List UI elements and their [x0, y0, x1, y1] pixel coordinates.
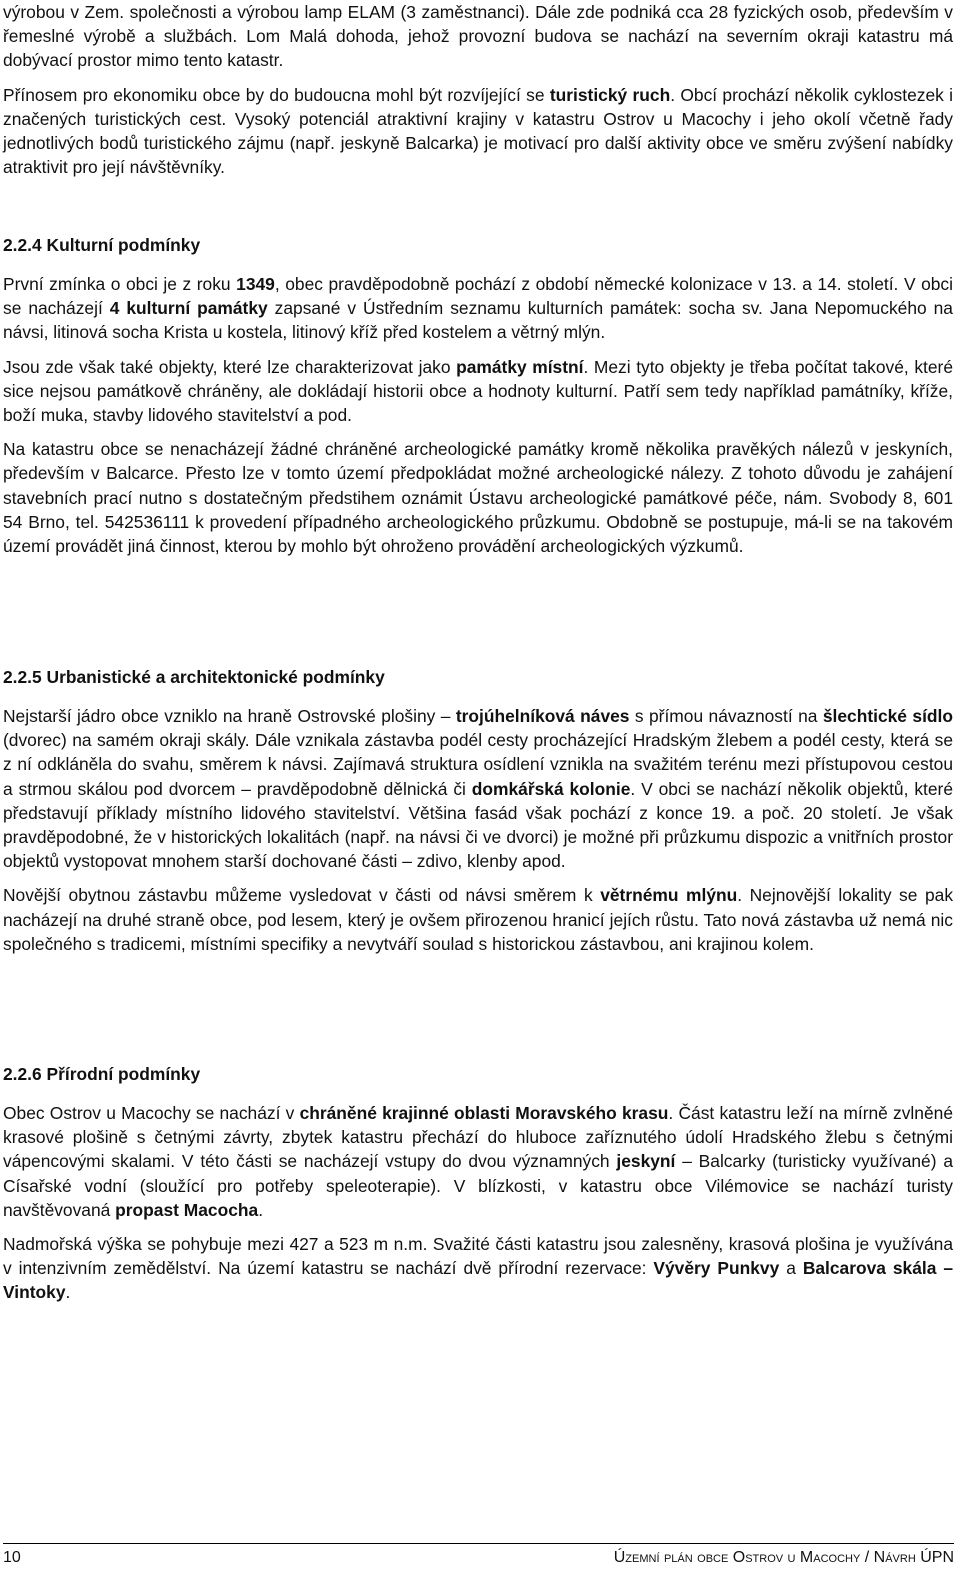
paragraph-economy: výrobou v Zem. společnosti a výrobou lamp ELAM (3 zaměstnanci). Dále zde podniká cca 28 fyzických osob, především v řemeslné výrobě a službách. Lom Malá dohoda, jehož provozní budova se nachází na severním okraji katastru má dobývací prostor mimo tento katastr.	[3, 2, 953, 71]
page-number: 10	[3, 1549, 21, 1566]
section-heading: 2.2.5 Urbanistické a architektonické podmínky	[3, 667, 385, 687]
section-2-2-4	[3, 233, 953, 558]
paragraph-history: První zmínka o obci je z roku 1349, obec pravděpodobně pochází z období německé kolonizace v 13. a 14. století. V obci se nacházejí 4 kulturní památky zapsané v Ústředním seznamu kulturních památek: socha sv. Jana Nepomuckého na návsi, litinová socha Krista u kostela, litinový kříž před kostelem a větrný mlýn.	[3, 274, 953, 343]
section-heading: 2.2.4 Kulturní podmínky	[3, 235, 201, 255]
section-2-2-5	[3, 665, 953, 956]
paragraph-new-development: Novější obytnou zástavbu můžeme vysledovat v části od návsi směrem k větrnému mlýnu. Nejnovější lokality se pak nacházejí na druhé straně obce, pod lesem, který je ovšem přirozenou hranicí jejích růstu. Tato nová zástavba už nemá nic společného s tradicemi, místními specifiky a nevytváří soulad s historickou zástavbou, ani krajinou kolem.	[3, 885, 954, 954]
section-2-2-6	[3, 1062, 953, 1305]
intro-section	[3, 0, 953, 179]
paragraph-local-monuments: Jsou zde však také objekty, které lze charakterizovat jako památky místní. Mezi tyto objekty je třeba počítat takové, které sice nejsou památkově chráněny, ale dokládají historii obce a hodnoty kulturní. Patří sem tedy například památníky, kříže, boží muka, stavby lidového stavitelství a pod.	[3, 356, 953, 426]
footer-divider	[3, 1543, 954, 1544]
section-heading: 2.2.6 Přírodní podmínky	[3, 1064, 201, 1084]
paragraph-altitude: Nadmořská výška se pohybuje mezi 427 a 523 m n.m. Svažité části katastru jsou zalesněny, krasová plošina je využívána v intenzivním zemědělství. Na území katastru se nachází dvě přírodní rezervace: Vývěry Punkvy a Balcarova skála – Vintoky.	[3, 1234, 954, 1303]
paragraph-protected-area: Obec Ostrov u Macochy se nachází v chráněné krajinné oblasti Moravského krasu. Část katastru leží na mírně zvlněné krasové plošině s četnými závrty, zbytek katastru přechází do hluboce zaříznutého údolí Hradského žlebu s četnými vápencovými skalami. V této části se nacházejí vstupy do dvou významných jeskyní – Balcarky (turisticky využívané) a Císařské vodní (sloužící pro potřeby speleoterapie). V blízkosti, v katastru obce Vilémovice se nachází turisty navštěvovaná propast Macocha.	[3, 1103, 953, 1220]
paragraph-tourism: Přínosem pro ekonomiku obce by do budoucna mohl být rozvíjející se turistický ruch. Obcí prochází několik cyklostezek i značených turistických cest. Vysoký potenciál atraktivní krajiny v katastru Ostrov u Macochy i jeho okolí včetně řady jednotlivých bodů turistického zájmu (např. jeskyně Balcarka) je motivací pro další aktivity obce ve směru zvýšení nabídky atraktivit pro její návštěvníky.	[3, 84, 954, 178]
footer-title: Územní plán obce Ostrov u Macochy / Návrh ÚPN	[613, 1549, 954, 1566]
paragraph-archaeology: Na katastru obce se nenacházejí žádné chráněné archeologické památky kromě několika pravěkých nálezů v jeskyních, především v Balcarce. Přesto lze v tomto území předpokládat možné archeologické nálezy. Z tohoto důvodu je zahájení stavebních prací nutno s dostatečným předstihem oznámit Ústavu archeologické památkové péče, nám. Svobody 8, 601 54 Brno, tel. 542536111 k provedení případného archeologického průzkumu. Obdobně se postupuje, má-li se na takovém území provádět jiná činnost, kterou by mohlo být ohroženo provádění archeologických výzkumů.	[3, 439, 953, 557]
paragraph-urban-core: Nejstarší jádro obce vzniklo na hraně Ostrovské plošiny – trojúhelníková náves s přímou návazností na šlechtické sídlo (dvorec) na samém okraji skály. Dále vznikala zástavba podél cesty procházející Hradským žlebem a podél cesty, která se z ní odkláněla do svahu, směrem k návsi. Zajímavá struktura osídlení vznikla na svažitém terénu mezi přístupovou cestou a strmou skálou pod dvorcem – pravděpodobně dělnická či domkářská kolonie. V obci se nachází několik objektů, které představují příklady místního lidového stavitelství. Většina fasád však pochází z konce 19. a poč. 20 století. Je však pravděpodobné, že v historických lokalitách (např. na návsi či ve dvorci) je možné při průzkumu dispozic a vnitřních prostor objektů vystopovat mnohem starší dochované části – zdivo, klenby apod.	[3, 706, 953, 872]
